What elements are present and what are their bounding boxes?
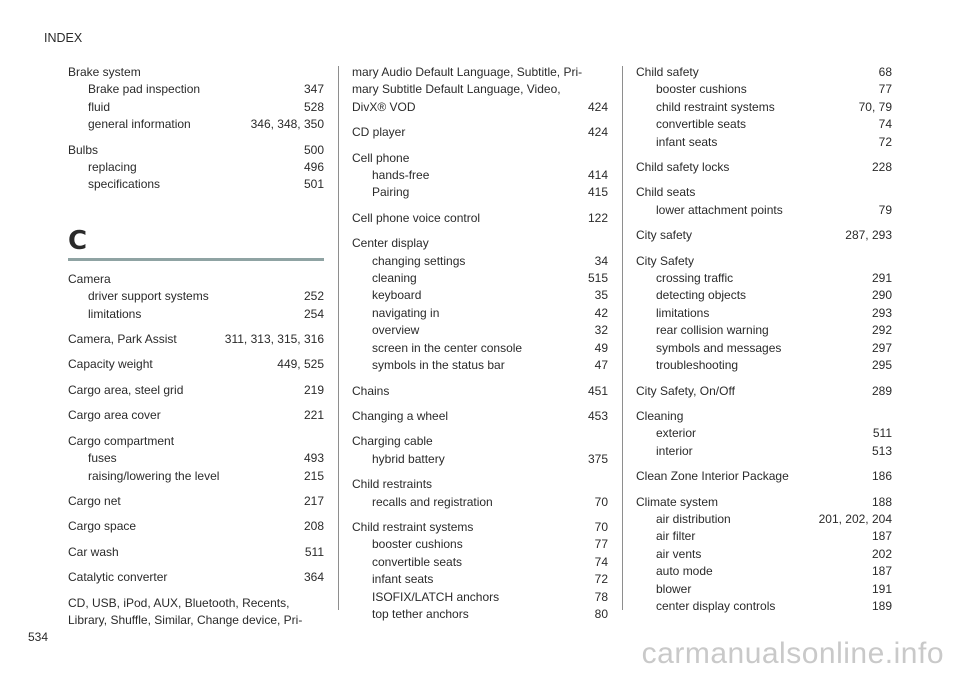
subentry-row bbox=[352, 451, 608, 468]
subentry-title: top tether anchors bbox=[372, 606, 469, 621]
subentry-row bbox=[636, 425, 892, 442]
subentry-title: interior bbox=[656, 443, 693, 458]
section-divider bbox=[68, 258, 324, 261]
entry-pages: 217 bbox=[303, 493, 324, 508]
subentry-pages: 297 bbox=[871, 340, 892, 355]
entry-title: Cargo compartment bbox=[68, 433, 175, 448]
subentry-pages: 496 bbox=[303, 160, 324, 175]
index-entry bbox=[636, 184, 892, 219]
subentry-title: limitations bbox=[656, 305, 710, 320]
entry-pages: 122 bbox=[587, 210, 608, 225]
subentry-pages: 78 bbox=[594, 589, 608, 604]
subentry-title: symbols in the status bar bbox=[372, 358, 505, 373]
entry-title: City Safety, On/Off bbox=[636, 383, 735, 398]
index-entry bbox=[636, 227, 892, 244]
entry-title: Child safety locks bbox=[636, 160, 730, 175]
index-entry bbox=[68, 407, 324, 424]
index-entry bbox=[636, 159, 892, 176]
subentry-pages: 80 bbox=[594, 606, 608, 621]
entry-pages: 68 bbox=[878, 65, 892, 79]
entry-title: Cargo space bbox=[68, 519, 137, 534]
index-entry bbox=[352, 383, 608, 400]
index-entry bbox=[636, 253, 892, 375]
subentry-title: limitations bbox=[88, 306, 142, 321]
entry-pages: 449, 525 bbox=[277, 357, 324, 372]
entry-row bbox=[68, 433, 324, 450]
entry-text-line: mary Audio Default Language, Subtitle, Pri- bbox=[352, 65, 583, 79]
entry-row bbox=[352, 210, 608, 227]
entry-title: Brake system bbox=[68, 65, 141, 79]
subentry-row bbox=[352, 287, 608, 304]
entry-row bbox=[68, 64, 324, 81]
entry-row bbox=[636, 408, 892, 425]
entry-pages: 289 bbox=[871, 383, 892, 398]
entry-pages: 287, 293 bbox=[845, 228, 892, 243]
entry-row bbox=[636, 494, 892, 511]
subentry-row bbox=[352, 184, 608, 201]
entry-pages: 500 bbox=[303, 142, 324, 157]
subentry-title: Pairing bbox=[372, 185, 410, 200]
entry-title: Capacity weight bbox=[68, 357, 153, 372]
subentry-row bbox=[352, 305, 608, 322]
index-entry bbox=[352, 210, 608, 227]
subentry-title: overview bbox=[372, 323, 420, 338]
entry-row bbox=[352, 124, 608, 141]
entry-row bbox=[68, 493, 324, 510]
subentry-title: booster cushions bbox=[656, 82, 747, 97]
subentry-pages: 42 bbox=[594, 305, 608, 320]
index-entry bbox=[68, 271, 324, 323]
entry-row bbox=[352, 433, 608, 450]
subentry-pages: 347 bbox=[303, 82, 324, 97]
subentry-row bbox=[352, 253, 608, 270]
entry-row bbox=[68, 407, 324, 424]
index-entry bbox=[352, 64, 608, 116]
subentry-row bbox=[636, 305, 892, 322]
index-entry bbox=[636, 408, 892, 460]
entry-title: City safety bbox=[636, 228, 693, 243]
subentry-row bbox=[68, 288, 324, 305]
subentry-title: air vents bbox=[656, 546, 702, 561]
entry-title: CD player bbox=[352, 125, 406, 140]
subentry-title: keyboard bbox=[372, 288, 422, 303]
subentry-title: air distribution bbox=[656, 511, 731, 526]
subentry-title: symbols and messages bbox=[656, 340, 782, 355]
entry-row bbox=[352, 150, 608, 167]
entry-text-line: Library, Shuffle, Similar, Change device, Pri- bbox=[68, 612, 303, 627]
entry-row bbox=[68, 142, 324, 159]
entry-row bbox=[352, 99, 608, 116]
subentry-title: raising/lowering the level bbox=[88, 468, 220, 483]
subentry-pages: 201, 202, 204 bbox=[818, 511, 892, 526]
subentry-row bbox=[352, 554, 608, 571]
subentry-pages: 47 bbox=[594, 358, 608, 373]
subentry-title: driver support systems bbox=[88, 289, 209, 304]
subentry-pages: 415 bbox=[587, 185, 608, 200]
subentry-title: changing settings bbox=[372, 253, 466, 268]
entry-row bbox=[636, 64, 892, 81]
subentry-title: center display controls bbox=[656, 598, 776, 613]
entry-title: Car wash bbox=[68, 544, 119, 559]
subentry-pages: 375 bbox=[587, 451, 608, 466]
subentry-pages: 74 bbox=[878, 117, 892, 132]
subentry-pages: 32 bbox=[594, 323, 608, 338]
index-entry bbox=[68, 331, 324, 348]
entry-pages: 188 bbox=[871, 494, 892, 509]
page-header-title: INDEX bbox=[44, 31, 83, 45]
entry-title: Clean Zone Interior Package bbox=[636, 469, 789, 484]
entry-title: Cell phone bbox=[352, 150, 410, 165]
subentry-pages: 528 bbox=[303, 99, 324, 114]
entries-after-section bbox=[68, 271, 324, 630]
subentry-pages: 72 bbox=[594, 572, 608, 587]
subentry-title: lower attachment points bbox=[656, 202, 783, 217]
entry-title: Cleaning bbox=[636, 408, 684, 423]
subentry-title: cleaning bbox=[372, 271, 417, 286]
subentry-pages: 252 bbox=[303, 289, 324, 304]
index-entry bbox=[352, 408, 608, 425]
entry-text-line: CD, USB, iPod, AUX, Bluetooth, Recents, bbox=[68, 595, 290, 610]
subentry-pages: 70, 79 bbox=[858, 99, 892, 114]
section-letter: C bbox=[68, 225, 88, 256]
subentry-pages: 70 bbox=[594, 494, 608, 509]
index-entry bbox=[68, 569, 324, 586]
subentry-title: convertible seats bbox=[372, 554, 463, 569]
entry-pages: 219 bbox=[303, 382, 324, 397]
subentry-title: convertible seats bbox=[656, 117, 747, 132]
entry-title: Cargo area, steel grid bbox=[68, 382, 184, 397]
entry-title: Catalytic converter bbox=[68, 570, 168, 585]
entry-title: Child restraints bbox=[352, 477, 433, 492]
entry-pages: 511 bbox=[304, 544, 324, 559]
entry-row bbox=[636, 227, 892, 244]
subentry-pages: 293 bbox=[871, 305, 892, 320]
index-entry bbox=[352, 124, 608, 141]
subentry-pages: 74 bbox=[594, 554, 608, 569]
subentry-row bbox=[352, 494, 608, 511]
subentry-row bbox=[68, 306, 324, 323]
entry-row bbox=[352, 408, 608, 425]
index-entry bbox=[68, 544, 324, 561]
subentry-title: ISOFIX/LATCH anchors bbox=[372, 589, 500, 604]
subentry-row bbox=[68, 99, 324, 116]
subentry-pages: 79 bbox=[878, 202, 892, 217]
subentry-title: rear collision warning bbox=[656, 323, 769, 338]
subentry-row bbox=[68, 468, 324, 485]
index-entry bbox=[352, 235, 608, 374]
subentry-row bbox=[352, 606, 608, 623]
subentry-row bbox=[636, 81, 892, 98]
subentry-row bbox=[636, 202, 892, 219]
subentry-row bbox=[636, 340, 892, 357]
subentry-title: booster cushions bbox=[372, 537, 463, 552]
subentry-row bbox=[636, 270, 892, 287]
index-column-1 bbox=[68, 64, 324, 637]
subentry-row bbox=[636, 443, 892, 460]
entry-pages: 208 bbox=[303, 519, 324, 534]
entry-pages: 221 bbox=[303, 408, 324, 423]
entry-row bbox=[636, 468, 892, 485]
subentry-row bbox=[352, 571, 608, 588]
entry-row bbox=[68, 569, 324, 586]
index-entry bbox=[68, 493, 324, 510]
entry-pages: 186 bbox=[871, 469, 892, 484]
entry-title: Cargo area cover bbox=[68, 408, 161, 423]
entry-pages: 70 bbox=[594, 519, 608, 534]
subentry-pages: 292 bbox=[871, 323, 892, 338]
subentry-pages: 501 bbox=[303, 177, 324, 192]
subentry-row bbox=[636, 287, 892, 304]
entry-title: Child seats bbox=[636, 185, 696, 200]
entry-title: Center display bbox=[352, 236, 429, 251]
subentry-row bbox=[636, 357, 892, 374]
subentry-row bbox=[636, 563, 892, 580]
subentry-pages: 72 bbox=[878, 134, 892, 149]
entries-before-section bbox=[68, 64, 324, 194]
entry-pages: 451 bbox=[587, 383, 608, 398]
subentry-title: specifications bbox=[88, 177, 161, 192]
entry-title: Child safety bbox=[636, 65, 699, 79]
subentry-pages: 202 bbox=[871, 546, 892, 561]
subentry-pages: 191 bbox=[871, 581, 892, 596]
subentry-row bbox=[352, 357, 608, 374]
index-entry bbox=[68, 518, 324, 535]
subentry-pages: 254 bbox=[303, 306, 324, 321]
subentry-row bbox=[352, 536, 608, 553]
index-column-2 bbox=[352, 64, 608, 631]
subentry-pages: 515 bbox=[587, 271, 608, 286]
subentry-title: recalls and registration bbox=[372, 494, 493, 509]
index-entry bbox=[636, 383, 892, 400]
subentry-row bbox=[352, 340, 608, 357]
subentry-pages: 291 bbox=[871, 271, 892, 286]
entry-row bbox=[636, 159, 892, 176]
subentry-row bbox=[352, 167, 608, 184]
watermark: carmanualsonline.info bbox=[641, 637, 944, 670]
entry-row bbox=[68, 518, 324, 535]
entry-pages: 424 bbox=[587, 125, 608, 140]
subentry-title: fuses bbox=[88, 451, 117, 466]
subentry-title: Brake pad inspection bbox=[88, 82, 201, 97]
entry-title: DivX® VOD bbox=[352, 99, 416, 114]
entry-title: Child restraint systems bbox=[352, 519, 474, 534]
index-entry bbox=[68, 142, 324, 194]
entry-row bbox=[68, 382, 324, 399]
page-number: 534 bbox=[28, 630, 49, 644]
entry-row bbox=[352, 476, 608, 493]
subentry-pages: 35 bbox=[594, 288, 608, 303]
column-divider-1 bbox=[338, 66, 339, 610]
entry-row bbox=[636, 253, 892, 270]
entry-pages: 228 bbox=[871, 160, 892, 175]
entry-row bbox=[352, 519, 608, 536]
entry-title: Changing a wheel bbox=[352, 408, 449, 423]
subentry-pages: 290 bbox=[871, 288, 892, 303]
subentry-row bbox=[636, 116, 892, 133]
subentry-row bbox=[68, 159, 324, 176]
subentry-title: infant seats bbox=[372, 572, 434, 587]
subentry-title: replacing bbox=[88, 160, 137, 175]
subentry-row bbox=[636, 581, 892, 598]
subentry-pages: 187 bbox=[871, 529, 892, 544]
subentry-title: blower bbox=[656, 581, 692, 596]
subentry-title: screen in the center console bbox=[372, 340, 523, 355]
subentry-title: crossing traffic bbox=[656, 271, 734, 286]
subentry-row bbox=[352, 270, 608, 287]
subentry-pages: 493 bbox=[303, 451, 324, 466]
entry-row bbox=[636, 184, 892, 201]
index-entry bbox=[352, 433, 608, 468]
entry-text-line: mary Subtitle Default Language, Video, bbox=[352, 82, 561, 97]
index-entry bbox=[68, 64, 324, 134]
subentry-title: child restraint systems bbox=[656, 99, 775, 114]
entry-pages: 453 bbox=[587, 408, 608, 423]
entry-title: Climate system bbox=[636, 494, 719, 509]
entry-row bbox=[352, 383, 608, 400]
subentry-pages: 187 bbox=[871, 564, 892, 579]
subentry-row bbox=[636, 99, 892, 116]
subentry-row bbox=[352, 589, 608, 606]
subentry-title: general information bbox=[88, 117, 191, 132]
subentry-pages: 414 bbox=[587, 168, 608, 183]
index-entry bbox=[352, 519, 608, 623]
column-divider-2 bbox=[622, 66, 623, 610]
entry-title: Charging cable bbox=[352, 434, 433, 449]
subentry-pages: 189 bbox=[871, 598, 892, 613]
entry-row bbox=[68, 271, 324, 288]
subentry-row bbox=[68, 450, 324, 467]
entry-row bbox=[352, 235, 608, 252]
index-entry bbox=[68, 382, 324, 399]
index-entry bbox=[352, 150, 608, 202]
entry-row bbox=[68, 331, 324, 348]
entry-title: Cell phone voice control bbox=[352, 210, 481, 225]
entry-row bbox=[636, 383, 892, 400]
entry-pages: 424 bbox=[587, 99, 608, 114]
entry-row bbox=[68, 356, 324, 373]
subentry-row bbox=[636, 322, 892, 339]
subentry-row bbox=[68, 116, 324, 133]
index-column-3 bbox=[636, 64, 892, 623]
entry-pages: 311, 313, 315, 316 bbox=[224, 332, 324, 347]
subentry-title: hands-free bbox=[372, 168, 430, 183]
subentry-pages: 77 bbox=[594, 537, 608, 552]
subentry-row bbox=[352, 322, 608, 339]
entry-row bbox=[68, 544, 324, 561]
subentry-row bbox=[636, 134, 892, 151]
index-entry bbox=[636, 64, 892, 151]
entry-title: Chains bbox=[352, 383, 390, 398]
subentry-pages: 215 bbox=[303, 468, 324, 483]
subentry-title: fluid bbox=[88, 99, 111, 114]
entry-title: City Safety bbox=[636, 253, 695, 268]
subentry-row bbox=[636, 528, 892, 545]
subentry-pages: 77 bbox=[878, 82, 892, 97]
index-entry bbox=[352, 476, 608, 511]
subentry-row bbox=[636, 598, 892, 615]
subentry-pages: 513 bbox=[871, 443, 892, 458]
subentry-title: navigating in bbox=[372, 305, 440, 320]
subentry-row bbox=[68, 176, 324, 193]
subentry-row bbox=[636, 546, 892, 563]
subentry-title: infant seats bbox=[656, 134, 718, 149]
index-entry bbox=[636, 468, 892, 485]
subentry-pages: 346, 348, 350 bbox=[250, 117, 324, 132]
subentry-pages: 34 bbox=[594, 253, 608, 268]
subentry-pages: 511 bbox=[872, 426, 892, 441]
subentry-title: detecting objects bbox=[656, 288, 747, 303]
index-entry bbox=[68, 356, 324, 373]
subentry-title: auto mode bbox=[656, 564, 713, 579]
subentry-title: troubleshooting bbox=[656, 358, 739, 373]
subentry-pages: 295 bbox=[871, 358, 892, 373]
index-entry bbox=[68, 595, 324, 630]
subentry-row bbox=[636, 511, 892, 528]
entry-title: Camera bbox=[68, 271, 111, 286]
subentry-pages: 49 bbox=[594, 340, 608, 355]
entry-title: Cargo net bbox=[68, 493, 121, 508]
subentry-title: hybrid battery bbox=[372, 451, 445, 466]
entry-title: Camera, Park Assist bbox=[68, 332, 177, 347]
index-entry bbox=[636, 494, 892, 616]
subentry-title: air filter bbox=[656, 529, 696, 544]
entry-pages: 364 bbox=[303, 570, 324, 585]
entry-title: Bulbs bbox=[68, 142, 99, 157]
index-entry bbox=[68, 433, 324, 485]
subentry-title: exterior bbox=[656, 426, 697, 441]
subentry-row bbox=[68, 81, 324, 98]
